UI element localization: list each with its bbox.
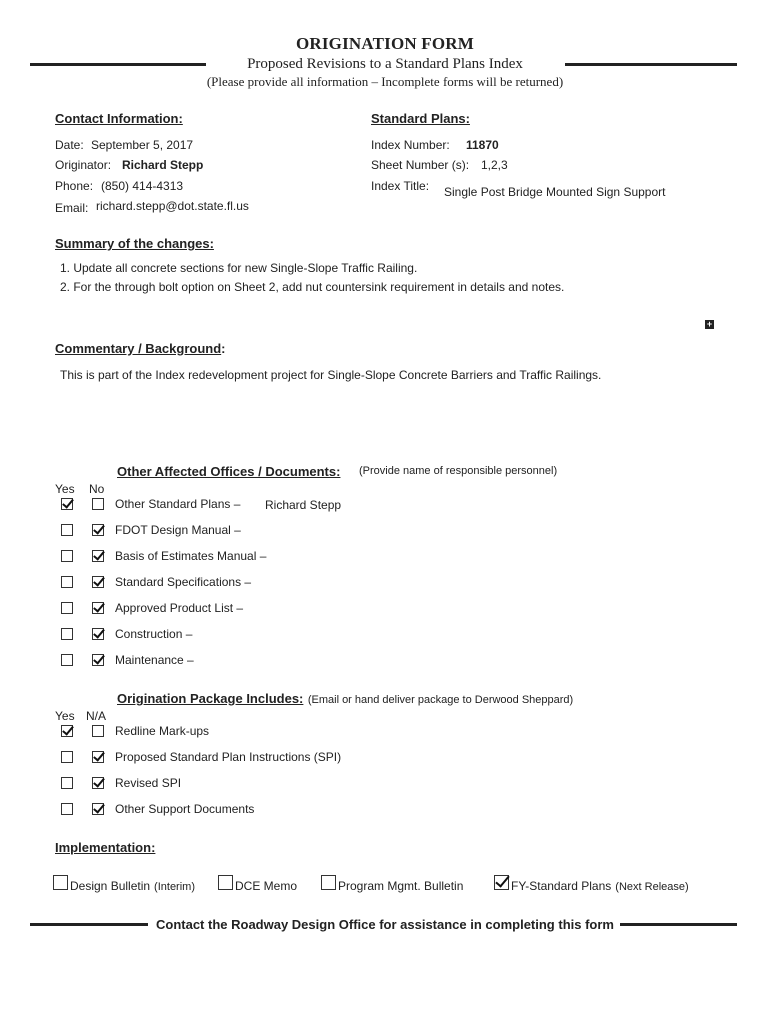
implementation-option-label (511, 877, 689, 895)
affected-heading: Other Affected Offices / Documents: (117, 464, 341, 479)
implementation-option-label (338, 877, 463, 895)
affected-yes-checkbox[interactable] (61, 602, 73, 614)
index-number-value[interactable]: 11870 (466, 138, 499, 152)
package-row-label: Redline Mark-ups (115, 724, 210, 738)
contact-heading: Contact Information: (55, 111, 183, 126)
affected-no-header: No (89, 482, 105, 496)
date-value[interactable]: September 5, 2017 (91, 138, 194, 152)
affected-yes-checkbox[interactable] (61, 550, 73, 562)
package-na-header: N/A (86, 709, 107, 723)
sheet-number-value[interactable]: 1,2,3 (481, 158, 508, 172)
phone-label: Phone: (55, 179, 94, 193)
plus-icon[interactable]: + (706, 319, 713, 329)
affected-no-checkbox[interactable] (92, 628, 104, 640)
affected-no-checkbox[interactable] (92, 524, 104, 536)
form-title: ORIGINATION FORM (295, 34, 475, 53)
email-value[interactable]: richard.stepp@dot.state.fl.us (96, 199, 249, 213)
implementation-option-label (70, 877, 195, 895)
package-row-label: Proposed Standard Plan Instructions (SPI) (115, 750, 342, 764)
implementation-checkbox[interactable] (218, 875, 233, 890)
affected-note: (Provide name of responsible personnel) (359, 465, 558, 477)
implementation-option-text: FY-Standard Plans (511, 879, 612, 893)
affected-row-label: Standard Specifications – (115, 575, 252, 589)
package-yes-checkbox[interactable] (61, 803, 73, 815)
originator-value[interactable]: Richard Stepp (122, 158, 204, 172)
implementation-option-text: Program Mgmt. Bulletin (338, 879, 464, 893)
package-note: (Email or hand deliver package to Derwood Sheppard) (307, 694, 574, 706)
affected-no-checkbox[interactable] (92, 654, 104, 666)
phone-value[interactable]: (850) 414-4313 (101, 179, 184, 193)
summary-item[interactable]: 1. Update all concrete sections for new Single-Slope Traffic Railing. (60, 261, 418, 275)
affected-row-label: Construction – (115, 627, 193, 641)
implementation-checkbox[interactable] (494, 875, 509, 890)
affected-yes-checkbox[interactable] (61, 654, 73, 666)
commentary-text[interactable]: This is part of the Index redevelopment project for Single-Slope Concrete Barriers and Traffic Railings. (60, 368, 602, 382)
sheet-number-label: Sheet Number (s): (371, 158, 470, 172)
implementation-option-text: DCE Memo (235, 879, 298, 893)
implementation-option-label (235, 877, 297, 895)
affected-yes-checkbox[interactable] (61, 498, 73, 510)
affected-no-checkbox[interactable] (92, 550, 104, 562)
package-yes-header: Yes (55, 709, 75, 723)
footer-rule-left (30, 923, 148, 926)
implementation-checkbox[interactable] (321, 875, 336, 890)
date-label: Date: (55, 138, 84, 152)
package-yes-checkbox[interactable] (61, 751, 73, 763)
affected-yes-checkbox[interactable] (61, 628, 73, 640)
implementation-option-sub: (Next Release) (615, 881, 689, 893)
index-title-value[interactable]: Single Post Bridge Mounted Sign Support (444, 185, 666, 199)
commentary-heading-text: Commentary / Background (55, 341, 222, 356)
implementation-option-sub: (Interim) (154, 881, 195, 893)
package-yes-checkbox[interactable] (61, 725, 73, 737)
package-na-checkbox[interactable] (92, 777, 104, 789)
summary-item[interactable]: 2. For the through bolt option on Sheet 2, add nut countersink requirement in details and notes. (60, 280, 565, 294)
package-na-checkbox[interactable] (92, 803, 104, 815)
package-heading-wrap (117, 690, 573, 708)
index-title-label: Index Title: (371, 179, 430, 193)
package-row-label: Other Support Documents (115, 802, 255, 816)
package-heading: Origination Package Includes: (117, 691, 304, 706)
affected-yes-header: Yes (55, 482, 75, 496)
commentary-heading-colon: : (221, 341, 226, 356)
header-rule-right (565, 63, 737, 66)
implementation-option-text: Design Bulletin (70, 879, 151, 893)
package-na-checkbox[interactable] (92, 725, 104, 737)
affected-row-label: Basis of Estimates Manual – (115, 549, 267, 563)
package-yes-checkbox[interactable] (61, 777, 73, 789)
email-label: Email: (55, 201, 89, 215)
form-note: (Please provide all information – Incomplete forms will be returned) (206, 74, 564, 89)
commentary-heading (55, 341, 226, 356)
implementation-heading: Implementation: (55, 840, 156, 855)
affected-yes-checkbox[interactable] (61, 576, 73, 588)
affected-no-checkbox[interactable] (92, 576, 104, 588)
footer-text: Contact the Roadway Design Office for assistance in completing this form (156, 917, 614, 932)
package-na-checkbox[interactable] (92, 751, 104, 763)
index-number-label: Index Number: (371, 138, 450, 152)
affected-no-checkbox[interactable] (92, 602, 104, 614)
standard-plans-heading: Standard Plans: (371, 111, 470, 126)
affected-yes-checkbox[interactable] (61, 524, 73, 536)
package-row-label: Revised SPI (115, 776, 182, 790)
summary-heading: Summary of the changes: (55, 236, 214, 251)
affected-row-label: FDOT Design Manual – (115, 523, 241, 537)
originator-label: Originator: (55, 158, 112, 172)
footer-rule-right (620, 923, 737, 926)
affected-row-label: Maintenance – (115, 653, 194, 667)
form-subtitle: Proposed Revisions to a Standard Plans Index (247, 56, 523, 72)
implementation-checkbox[interactable] (53, 875, 68, 890)
affected-row-label: Approved Product List – (115, 601, 244, 615)
affected-row-value[interactable]: Richard Stepp (265, 498, 342, 512)
affected-row-label: Other Standard Plans – (115, 497, 241, 511)
affected-no-checkbox[interactable] (92, 498, 104, 510)
